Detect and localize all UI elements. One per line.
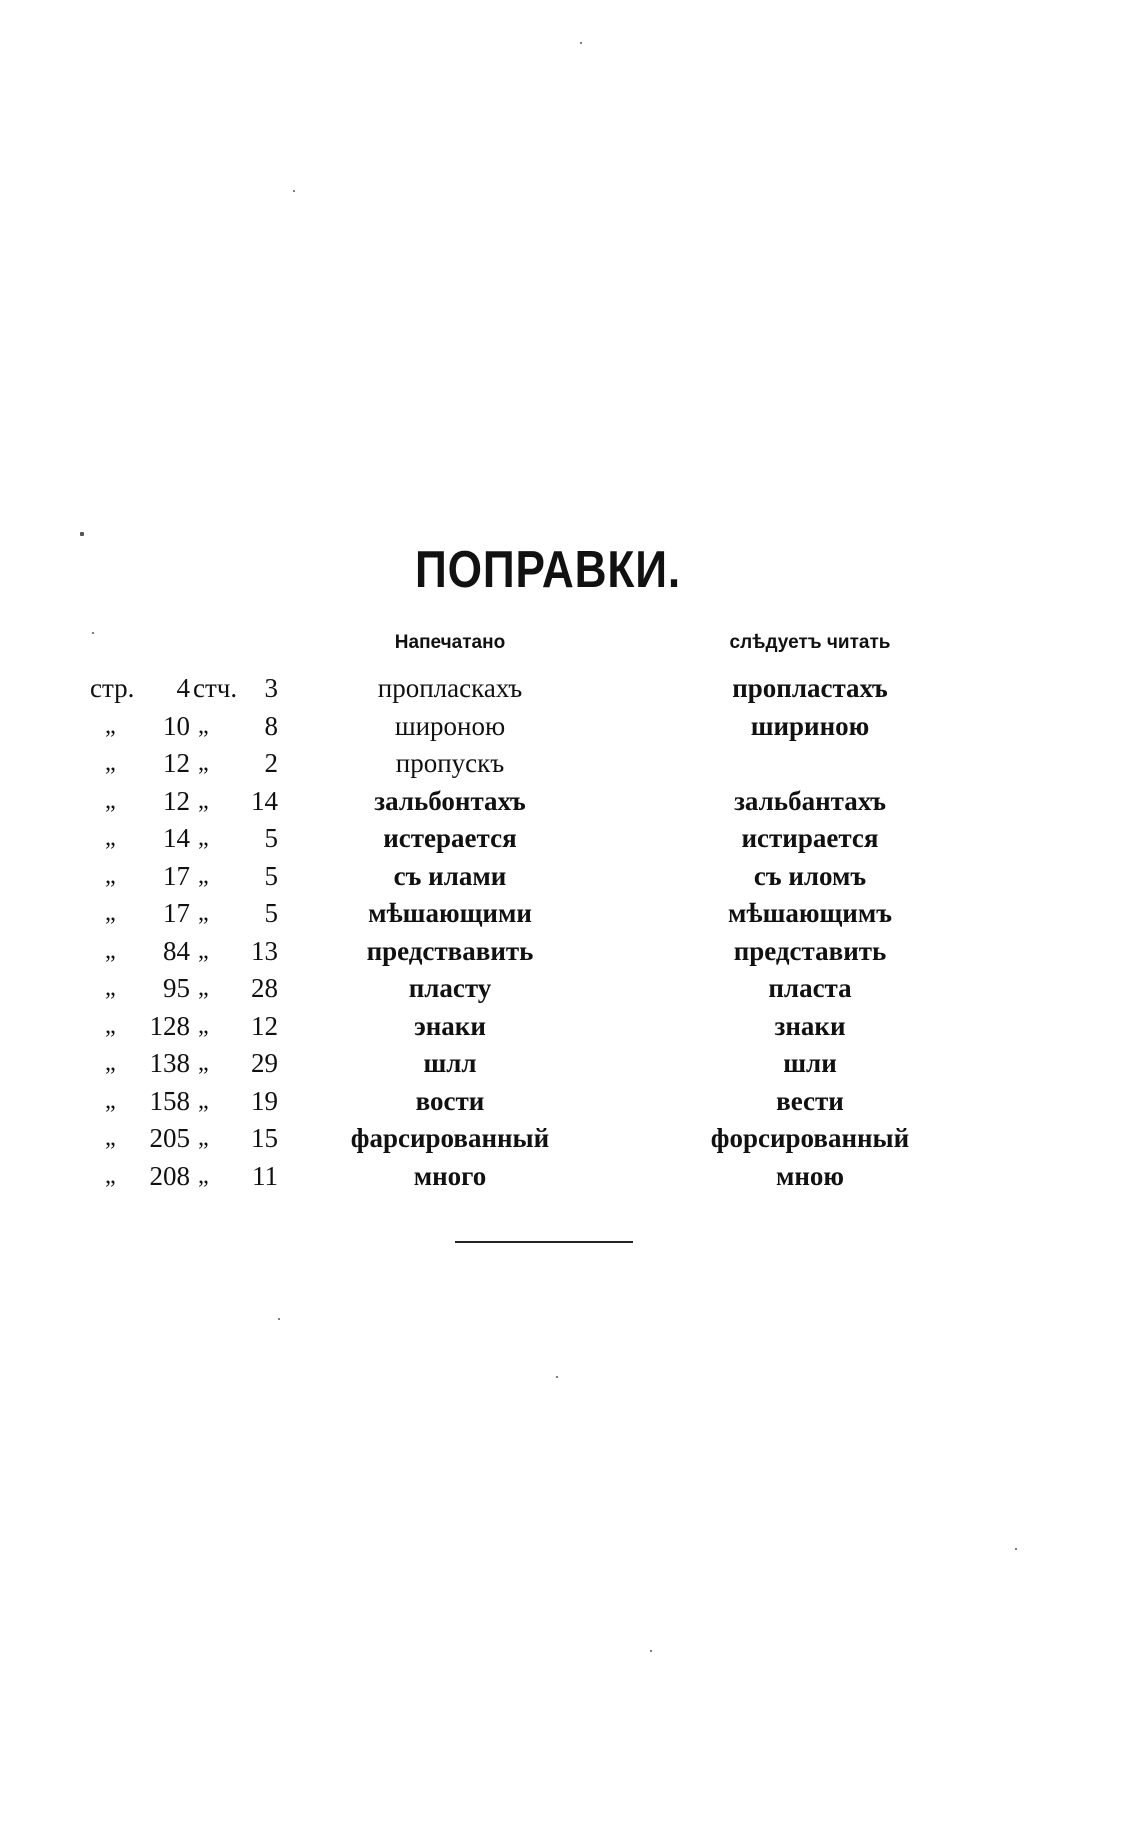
page-number: 10 bbox=[163, 710, 190, 741]
column-header-should-read: слѣдуетъ читать bbox=[729, 632, 891, 653]
page-number: 95 bbox=[163, 973, 190, 1003]
ditto-mark: „ bbox=[198, 1012, 209, 1039]
ditto-mark: „ bbox=[198, 1087, 209, 1114]
column-header-printed: Напечатано bbox=[394, 632, 506, 653]
page-number: 84 bbox=[163, 935, 190, 966]
ditto-mark: „ bbox=[105, 1012, 116, 1039]
line-number: 5 bbox=[264, 860, 278, 891]
page-number: 12 bbox=[163, 785, 190, 816]
printed-text: энаки bbox=[414, 1010, 486, 1041]
errata-row bbox=[0, 1045, 1140, 1083]
ditto-mark: „ bbox=[105, 750, 116, 776]
page-number: 128 bbox=[149, 1010, 190, 1041]
ditto-mark: „ bbox=[105, 862, 116, 889]
ditto-mark: „ bbox=[105, 787, 116, 814]
errata-row bbox=[0, 933, 1140, 971]
errata-row bbox=[0, 895, 1140, 933]
line-number: 12 bbox=[251, 1010, 278, 1041]
errata-row bbox=[0, 670, 1140, 708]
errata-row bbox=[0, 783, 1140, 821]
page-number: 12 bbox=[163, 748, 190, 778]
line-label: стч. bbox=[193, 673, 238, 703]
errata-row bbox=[0, 1008, 1140, 1046]
corrected-text: мною bbox=[775, 1160, 845, 1191]
errata-row bbox=[0, 970, 1140, 1008]
ditto-mark: „ bbox=[198, 1050, 209, 1076]
print-speck bbox=[556, 1376, 558, 1378]
ditto-mark: „ bbox=[105, 937, 116, 964]
line-number: 5 bbox=[264, 898, 278, 928]
page-title: ПОПРАВКИ. bbox=[414, 541, 682, 599]
page-number: 138 bbox=[149, 1048, 190, 1078]
print-speck bbox=[1015, 1548, 1017, 1550]
corrected-text: пласта bbox=[768, 973, 852, 1003]
corrected-text: мѣшающимъ bbox=[727, 898, 892, 928]
corrected-text: зальбантахъ bbox=[734, 785, 886, 816]
line-number: 13 bbox=[251, 935, 278, 966]
printed-text: пласту bbox=[408, 973, 492, 1003]
ditto-mark: „ bbox=[198, 712, 209, 739]
printed-text: вости bbox=[415, 1085, 485, 1116]
line-number: 28 bbox=[251, 973, 278, 1003]
errata-table bbox=[0, 670, 1140, 1195]
errata-row bbox=[0, 1158, 1140, 1196]
print-speck bbox=[80, 532, 84, 536]
printed-text: пропускъ bbox=[395, 748, 505, 778]
print-speck bbox=[92, 632, 94, 634]
line-number: 15 bbox=[251, 1123, 278, 1153]
printed-text: пропласкахъ bbox=[377, 673, 523, 703]
printed-text: широною bbox=[394, 710, 506, 741]
ditto-mark: „ bbox=[105, 1125, 116, 1151]
line-number: 8 bbox=[264, 710, 278, 741]
ditto-mark: „ bbox=[105, 975, 116, 1001]
corrected-text: пропластахъ bbox=[732, 673, 888, 703]
ditto-mark: „ bbox=[105, 1050, 116, 1076]
page-label: стр. bbox=[90, 673, 135, 703]
errata-row bbox=[0, 820, 1140, 858]
line-number: 19 bbox=[251, 1085, 278, 1116]
page-number: 14 bbox=[163, 823, 190, 853]
ditto-mark: „ bbox=[198, 825, 209, 851]
printed-text: съ илами bbox=[393, 860, 507, 891]
print-speck bbox=[650, 1650, 652, 1652]
printed-text: шлл bbox=[423, 1048, 477, 1078]
page-number: 158 bbox=[149, 1085, 190, 1116]
printed-text: мѣшающими bbox=[368, 898, 532, 928]
ditto-mark: „ bbox=[198, 750, 209, 776]
closing-rule bbox=[455, 1241, 633, 1243]
ditto-mark: „ bbox=[198, 975, 209, 1001]
printed-text: фарсированный bbox=[350, 1123, 550, 1153]
printed-text: зальбонтахъ bbox=[374, 785, 526, 816]
line-number: 3 bbox=[264, 673, 278, 703]
errata-row bbox=[0, 708, 1140, 746]
ditto-mark: „ bbox=[105, 825, 116, 851]
corrected-text: шириною bbox=[750, 710, 870, 741]
line-number: 29 bbox=[251, 1048, 278, 1078]
line-number: 11 bbox=[252, 1160, 278, 1191]
corrected-text: истирается bbox=[741, 823, 879, 853]
line-number: 2 bbox=[264, 748, 278, 778]
print-speck bbox=[278, 1318, 280, 1320]
errata-row bbox=[0, 858, 1140, 896]
corrected-text: шли bbox=[783, 1048, 837, 1078]
line-number: 14 bbox=[251, 785, 278, 816]
print-speck bbox=[293, 190, 295, 192]
page-number: 17 bbox=[163, 898, 190, 928]
ditto-mark: „ bbox=[105, 900, 116, 926]
ditto-mark: „ bbox=[105, 1162, 116, 1189]
line-number: 5 bbox=[264, 823, 278, 853]
errata-row bbox=[0, 1083, 1140, 1121]
corrected-text: съ иломъ bbox=[753, 860, 867, 891]
ditto-mark: „ bbox=[198, 1162, 209, 1189]
ditto-mark: „ bbox=[198, 1125, 209, 1151]
ditto-mark: „ bbox=[198, 937, 209, 964]
print-speck bbox=[580, 42, 582, 44]
errata-row bbox=[0, 1120, 1140, 1158]
printed-text: истерается bbox=[383, 823, 517, 853]
ditto-mark: „ bbox=[105, 712, 116, 739]
ditto-mark: „ bbox=[198, 862, 209, 889]
printed-text: много bbox=[413, 1160, 487, 1191]
printed-text: предствавить bbox=[366, 935, 534, 966]
ditto-mark: „ bbox=[105, 1087, 116, 1114]
page-number: 205 bbox=[149, 1123, 190, 1153]
ditto-mark: „ bbox=[198, 900, 209, 926]
corrected-text: знаки bbox=[774, 1010, 846, 1041]
corrected-text: форсированный bbox=[710, 1123, 910, 1153]
page-number: 208 bbox=[149, 1160, 190, 1191]
errata-row bbox=[0, 745, 1140, 783]
ditto-mark: „ bbox=[198, 787, 209, 814]
page-number: 4 bbox=[176, 673, 190, 703]
page-number: 17 bbox=[163, 860, 190, 891]
corrected-text: представить bbox=[733, 935, 887, 966]
corrected-text: вести bbox=[776, 1085, 844, 1116]
